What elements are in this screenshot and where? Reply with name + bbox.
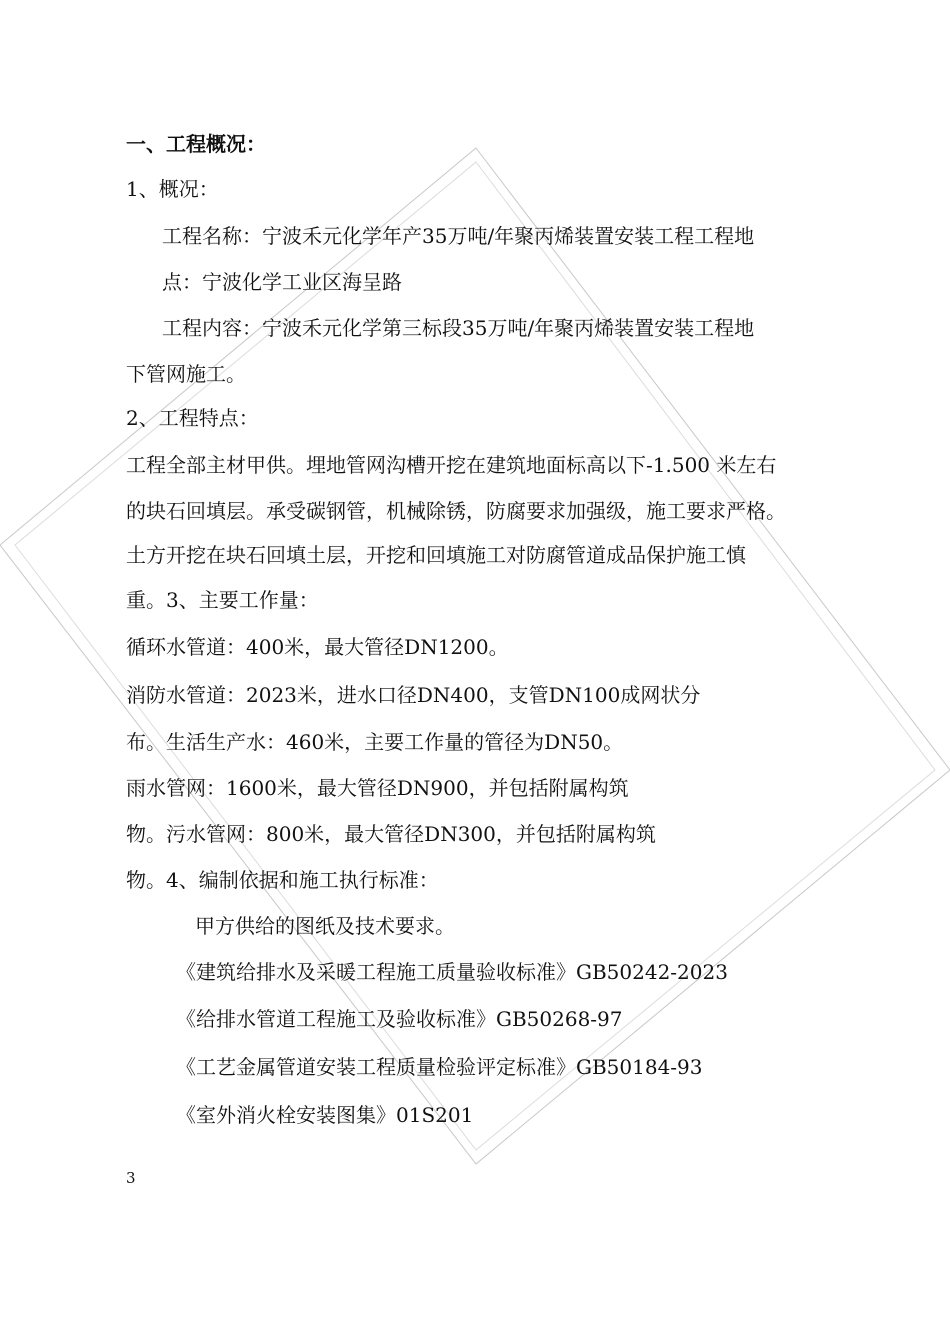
- standard-ref-1: 《建筑给排水及采暖工程施工质量验收标准》GB50242-2023: [176, 960, 728, 984]
- text-line-15: 物。污水管网：800米，最大管径DN300，并包括附属构筑: [126, 822, 656, 846]
- text-line-4: 工程内容：宁波禾元化学第三标段35万吨/年聚丙烯装置安装工程地: [162, 316, 755, 340]
- text-line-2: 工程名称：宁波禾元化学年产35万吨/年聚丙烯装置安装工程工程地: [162, 224, 755, 248]
- text-line-17: 甲方供给的图纸及技术要求。: [195, 914, 455, 938]
- text-line-6: 2、工程特点：: [126, 406, 259, 430]
- text-line-8: 的块石回填层。承受碳钢管，机械除锈，防腐要求加强级，施工要求严格。: [126, 499, 786, 523]
- text-line-7: 工程全部主材甲供。埋地管网沟槽开挖在建筑地面标高以下-1.500 米左右: [126, 453, 777, 477]
- text-line-14: 雨水管网：1600米，最大管径DN900，并包括附属构筑: [126, 776, 629, 800]
- text-line-9: 土方开挖在块石回填土层，开挖和回填施工对防腐管道成品保护施工慎: [126, 543, 746, 567]
- standard-ref-2: 《给排水管道工程施工及验收标准》GB50268-97: [176, 1007, 623, 1031]
- text-line-16: 物。4、编制依据和施工执行标准：: [126, 868, 439, 892]
- text-line-10: 重。3、主要工作量：: [126, 588, 319, 612]
- text-line-12: 消防水管道：2023米，进水口径DN400，支管DN100成网状分: [126, 683, 701, 707]
- page-number: 3: [126, 1169, 136, 1187]
- text-line-5: 下管网施工。: [126, 362, 246, 386]
- text-line-1: 1、概况：: [126, 177, 219, 201]
- text-line-13: 布。生活生产水：460米，主要工作量的管径为DN50。: [126, 730, 624, 754]
- standard-ref-3: 《工艺金属管道安装工程质量检验评定标准》GB50184-93: [176, 1055, 703, 1079]
- text-line-11: 循环水管道：400米，最大管径DN1200。: [126, 635, 509, 659]
- standard-ref-4: 《室外消火栓安装图集》01S201: [176, 1103, 474, 1127]
- text-line-3: 点：宁波化学工业区海呈路: [162, 270, 402, 294]
- section-heading: 一、工程概况：: [126, 132, 266, 156]
